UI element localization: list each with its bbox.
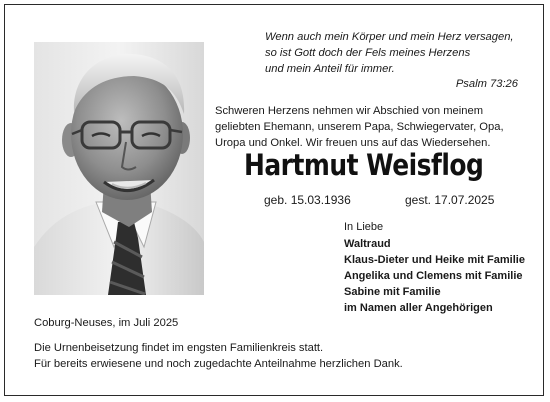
notice-line: Für bereits erwiesene und noch zugedachte Anteilnahme herzlichen Dank. — [34, 358, 403, 370]
mourner-name: Sabine mit Familie — [344, 286, 441, 298]
mourner-name: Angelika und Clemens mit Familie — [344, 270, 523, 282]
birth-date: geb. 15.03.1936 — [264, 193, 351, 207]
psalm-line: und mein Anteil für immer. — [265, 63, 395, 75]
psalm-line: Wenn auch mein Körper und mein Herz versagen, — [265, 31, 514, 43]
psalm-reference: Psalm 73:26 — [455, 78, 518, 90]
mourner-name: im Namen aller Angehörigen — [344, 302, 493, 314]
mourners-list — [344, 236, 525, 316]
farewell-line: Uropa und Onkel. Wir freuen uns auf das Wiedersehen. — [215, 137, 491, 149]
psalm-line: so ist Gott doch der Fels meines Herzens — [265, 47, 471, 59]
farewell-line: geliebten Ehemann, unserem Papa, Schwiegervater, Opa, — [215, 121, 504, 133]
farewell-text — [215, 103, 520, 151]
deceased-name: Hartmut Weisflog — [244, 148, 484, 182]
death-date: gest. 17.07.2025 — [405, 193, 495, 207]
burial-notice — [34, 340, 403, 372]
notice-line: Die Urnenbeisetzung findet im engsten Familienkreis statt. — [34, 342, 324, 354]
mourners-intro: In Liebe — [344, 221, 384, 233]
mourner-name: Waltraud — [344, 238, 391, 250]
mourner-name: Klaus-Dieter und Heike mit Familie — [344, 254, 525, 266]
psalm-quote — [265, 29, 517, 77]
portrait-photo — [34, 42, 204, 295]
farewell-line: Schweren Herzens nehmen wir Abschied von meinem — [215, 105, 484, 117]
place-date: Coburg-Neuses, im Juli 2025 — [34, 317, 179, 329]
